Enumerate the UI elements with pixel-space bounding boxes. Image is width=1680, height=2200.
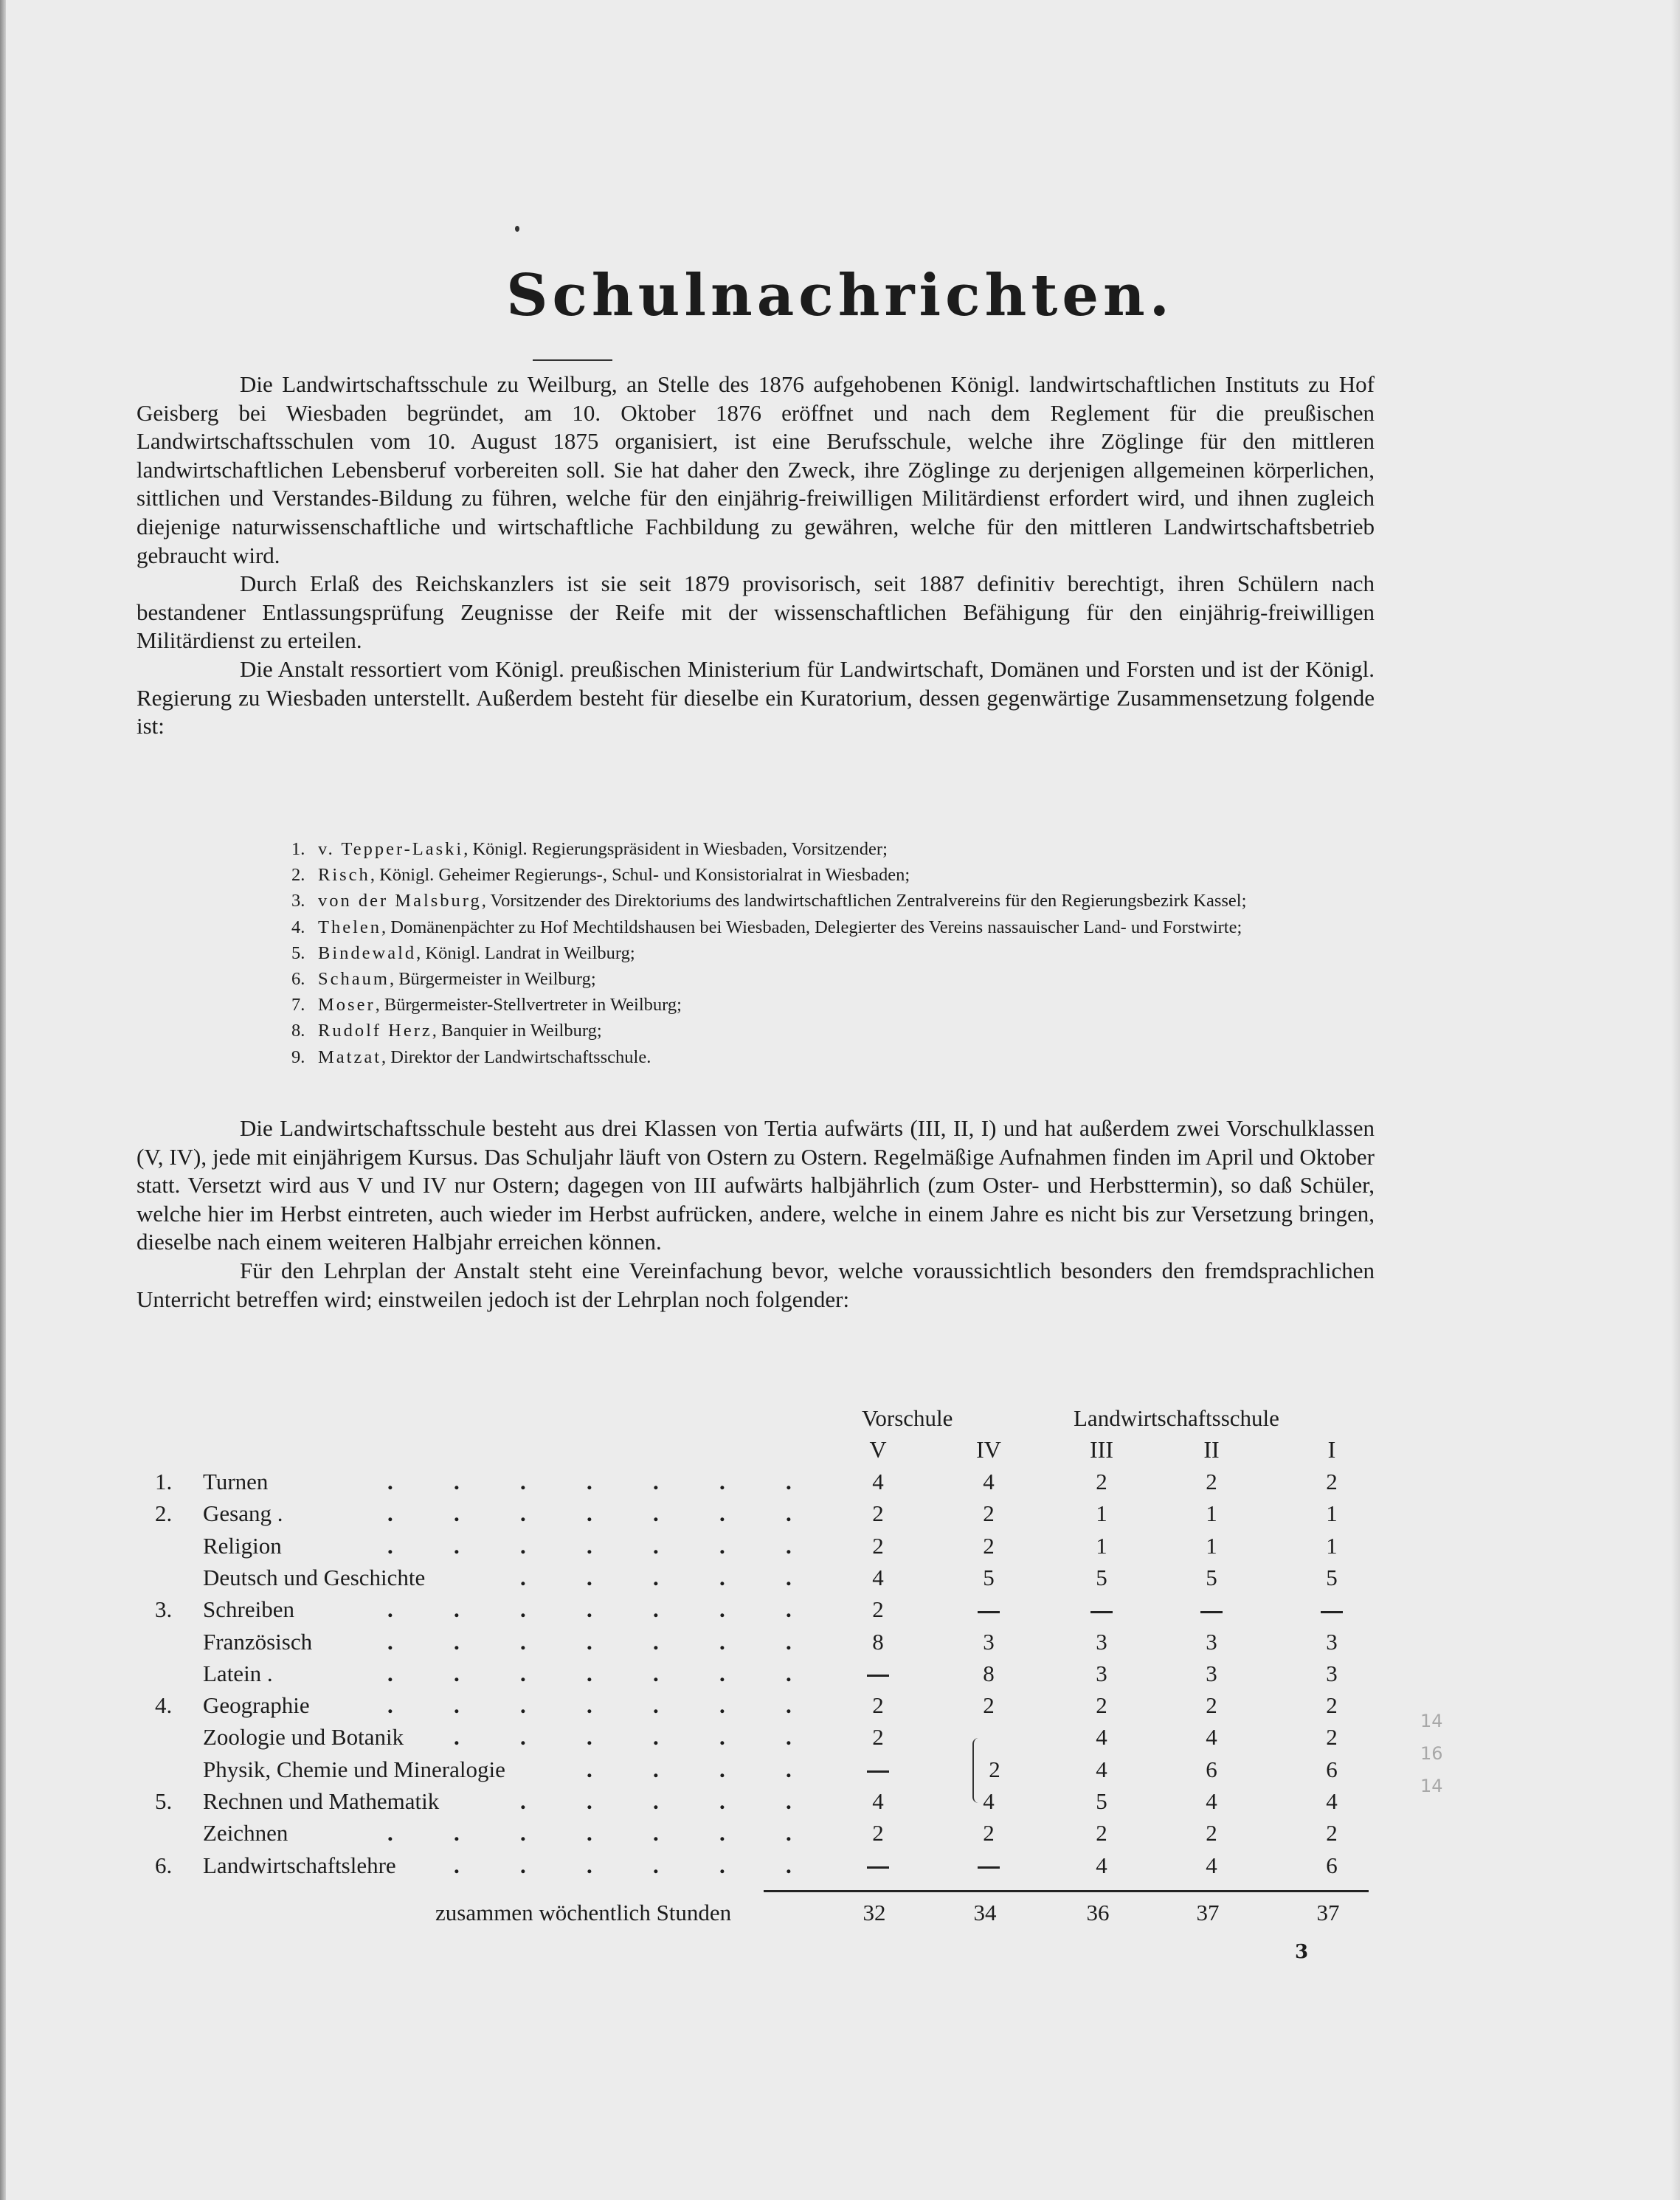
row-index: 6. xyxy=(155,1852,173,1878)
total-cell-i: 37 xyxy=(1316,1900,1340,1925)
hours-cell-ii: 4 xyxy=(1206,1852,1217,1878)
hours-cell-ii xyxy=(1189,1596,1234,1623)
hours-cell-v: 2 xyxy=(872,1500,884,1527)
hours-cell-v: 8 xyxy=(872,1628,884,1655)
title-rule xyxy=(533,359,612,361)
member-name: Matzat xyxy=(318,1046,382,1067)
hours-cell-iii: 2 xyxy=(1096,1820,1107,1846)
member-name: Schaum xyxy=(318,969,390,990)
hours-cell-v: 4 xyxy=(872,1564,884,1590)
page-title: Schulnachrichten. xyxy=(506,262,1174,329)
hours-cell-i: 5 xyxy=(1326,1564,1338,1590)
total-cell-v: 32 xyxy=(863,1900,886,1925)
hours-cell-i: 3 xyxy=(1326,1628,1338,1655)
subject-name: Turnen xyxy=(203,1469,269,1494)
dash-none xyxy=(1090,1611,1113,1613)
member-number: 8. xyxy=(291,1021,305,1041)
kuratorium-member xyxy=(291,862,1376,888)
column-header-ii: II xyxy=(1203,1436,1220,1463)
kuratorium-member xyxy=(291,966,1376,992)
total-rule xyxy=(764,1890,1369,1892)
table-row: 6. Landwirtschaftslehre . . . . . . 4 4 6 xyxy=(155,1852,1380,1884)
hours-cell-v: 2 xyxy=(872,1724,884,1751)
dash-none xyxy=(1321,1611,1343,1613)
hours-cell-ii: 1 xyxy=(1206,1500,1217,1527)
kuratorium-member xyxy=(291,940,1376,966)
column-header-v: V xyxy=(869,1436,887,1463)
kuratorium-member xyxy=(291,1018,1376,1044)
ink-speck xyxy=(515,226,519,232)
hours-cell-ii: 3 xyxy=(1206,1628,1217,1655)
member-role: , Bürgermeister in Weilburg; xyxy=(389,969,596,990)
member-role: , Domänenpächter zu Hof Mechtildshausen bei Wiesbaden, Delegierter des Vereins nassauischer Land- und Forstwirte; xyxy=(381,917,1242,937)
kuratorium-member xyxy=(291,1044,1376,1070)
subject-name: Landwirtschaftslehre xyxy=(203,1852,396,1878)
hours-cell-iii: 2 xyxy=(1096,1469,1107,1494)
hours-cell-ii: 4 xyxy=(1206,1724,1217,1751)
subject-name: Religion xyxy=(203,1532,282,1559)
hours-cell-ii: 2 xyxy=(1206,1692,1217,1719)
hours-cell-v: 2 xyxy=(872,1820,884,1846)
hours-cell-iii: 3 xyxy=(1096,1628,1107,1655)
paragraph-berechtigung: Durch Erlaß des Reichskanzlers ist sie seit 1879 provisorisch, seit 1887 definitiv berechtigt, ihren Schülern nach bestandener Entlassungsprüfung Zeugnisse der Reife mit der wissenschaftlichen Befähigung für den einjährig-freiwilligen Militärdienst zu erteilen. xyxy=(136,570,1375,654)
page-edge-shadow xyxy=(0,0,6,2200)
hours-cell-iv xyxy=(967,1596,1011,1623)
member-number: 9. xyxy=(291,1046,305,1067)
school-structure-section xyxy=(136,1114,1375,1314)
pencil-mark: 14 xyxy=(1420,1776,1443,1796)
hours-cell-iv: 8 xyxy=(983,1660,995,1686)
column-header-i: I xyxy=(1327,1436,1336,1463)
total-cell-ii: 37 xyxy=(1196,1900,1220,1925)
hours-cell-i: 1 xyxy=(1326,1500,1338,1527)
group-header-landwirtschaftsschule: Landwirtschaftsschule xyxy=(1074,1405,1279,1431)
row-index: 1. xyxy=(155,1469,173,1494)
hours-cell-i: 2 xyxy=(1326,1724,1338,1751)
hours-cell-iv xyxy=(967,1852,1011,1879)
braced-value-iv: 2 xyxy=(989,1756,1000,1782)
member-role: , Direktor der Landwirtschaftsschule. xyxy=(381,1046,651,1067)
subject-name: Latein . xyxy=(203,1660,273,1686)
page-edge-right xyxy=(1671,0,1680,2200)
paragraph-founding: Die Landwirtschaftsschule zu Weilburg, an Stelle des 1876 aufgehobenen Königl. landwirtschaftlichen Instituts zu Hof Geisberg bei Wiesbaden begründet, am 10. Oktober 1876 eröffnet und nach dem Reglement für die preußischen Landwirtschaftsschulen vom 10. August 1875 organisiert, ist eine Berufsschule, welche ihre Zöglinge für den mittleren landwirtschaftlichen Lebensberuf vorbereiten soll. Sie hat daher den Zweck, ihre Zöglinge zu derjenigen allgemeinen körperlichen, sittlichen und Verstandes-Bildung zu führen, welche für den einjährig-freiwilligen Militärdienst erfordert wird, und ihnen zugleich diejenige naturwissenschaftliche und wirtschaftliche Fachbildung zu gewähren, welche für den mittleren Landwirtschaftsbetrieb gebraucht wird. xyxy=(136,371,1375,568)
hours-cell-ii: 4 xyxy=(1206,1788,1217,1814)
hours-cell-ii: 2 xyxy=(1206,1820,1217,1846)
member-name: Risch xyxy=(318,865,370,886)
dash-none xyxy=(1200,1611,1223,1613)
member-role: , Vorsitzender des Direktoriums des landwirtschaftlichen Zentralvereins für den Regierungsbezirk Kassel; xyxy=(481,891,1247,911)
hours-cell-iv: 5 xyxy=(983,1564,995,1590)
dash-none xyxy=(867,1770,889,1773)
hours-cell-iii: 4 xyxy=(1096,1756,1107,1782)
column-header-iv: IV xyxy=(976,1436,1001,1463)
hours-cell-v xyxy=(856,1661,900,1687)
dash-none xyxy=(867,1866,889,1869)
member-role: , Königl. Geheimer Regierungs-, Schul- und Konsistorialrat in Wiesbaden; xyxy=(370,865,910,886)
dash-none xyxy=(867,1675,889,1677)
hours-cell-iii: 3 xyxy=(1096,1660,1107,1686)
pencil-mark: 14 xyxy=(1420,1711,1443,1731)
dash-none xyxy=(978,1866,1000,1869)
paragraph-lehrplan-intro: Für den Lehrplan der Anstalt steht eine Vereinfachung bevor, welche voraussichtlich besonders den fremdsprachlichen Unterricht betreffen wird; einstweilen jedoch ist der Lehrplan noch folgender: xyxy=(136,1257,1375,1312)
total-label: zusammen wöchentlich Stunden xyxy=(435,1900,732,1925)
dash-none xyxy=(978,1611,1000,1613)
row-index: 3. xyxy=(155,1596,173,1623)
member-name: Bindewald xyxy=(318,942,417,963)
table-row: 4. Geographie . . . . . . . 2 2 2 2 2 xyxy=(155,1692,1380,1724)
table-row: 5. Rechnen und Mathematik . . . . . 4 4 5 4 4 xyxy=(155,1788,1380,1820)
hours-cell-iii: 4 xyxy=(1096,1852,1107,1878)
table-row: Religion . . . . . . . 2 2 1 1 1 xyxy=(155,1533,1380,1565)
kuratorium-member xyxy=(291,888,1376,914)
hours-cell-iv: 4 xyxy=(983,1469,995,1494)
member-number: 1. xyxy=(291,839,305,859)
hours-cell-iii: 5 xyxy=(1096,1788,1107,1814)
member-name: Thelen xyxy=(318,917,382,937)
kuratorium-list xyxy=(291,836,1376,1070)
pencil-mark: 16 xyxy=(1420,1743,1443,1764)
kuratorium-member xyxy=(291,914,1376,940)
hours-cell-iii: 1 xyxy=(1096,1500,1107,1527)
member-name: von der Malsburg xyxy=(318,891,482,911)
pencil-annotation xyxy=(1420,1705,1443,1802)
hours-cell-ii: 2 xyxy=(1206,1469,1217,1494)
total-cell-iii: 36 xyxy=(1086,1900,1110,1925)
table-row: Zoologie und Botanik . . . . . . 2 4 4 2 xyxy=(155,1724,1380,1756)
subject-name: Französisch xyxy=(203,1628,313,1655)
member-role: , Königl. Landrat in Weilburg; xyxy=(416,942,635,963)
hours-cell-iii: 5 xyxy=(1096,1564,1107,1590)
member-name: v. Tepper-Laski xyxy=(318,839,464,859)
hours-cell-i: 3 xyxy=(1326,1660,1338,1686)
member-role: , Königl. Regierungspräsident in Wiesbaden, Vorsitzender; xyxy=(463,839,888,859)
hours-cell-v: 2 xyxy=(872,1596,884,1623)
subject-name: Rechnen und Mathematik xyxy=(203,1788,440,1814)
hours-cell-v: 2 xyxy=(872,1692,884,1719)
kuratorium-member xyxy=(291,992,1376,1018)
hours-cell-v: 4 xyxy=(872,1788,884,1814)
subject-name: Schreiben xyxy=(203,1596,294,1623)
hours-cell-iii: 1 xyxy=(1096,1532,1107,1559)
column-header-iii: III xyxy=(1090,1436,1113,1463)
member-number: 7. xyxy=(291,995,305,1015)
table-row: Deutsch und Geschichte . . . . . 4 5 5 5 5 xyxy=(155,1565,1380,1596)
paragraph-ressort: Die Anstalt ressortiert vom Königl. preußischen Ministerium für Landwirtschaft, Domänen und Forsten und ist der Königl. Regierung zu Wiesbaden unterstellt. Außerdem besteht für dieselbe ein Kuratorium, dessen gegenwärtige Zusammensetzung folgende ist: xyxy=(136,655,1375,739)
hours-cell-i: 2 xyxy=(1326,1469,1338,1494)
hours-cell-v xyxy=(856,1852,900,1879)
paragraph-klassen: Die Landwirtschaftsschule besteht aus drei Klassen von Tertia aufwärts (III, II, I) und hat außerdem zwei Vorschulklassen (V, IV), jede mit einjährigem Kursus. Das Schuljahr läuft von Ostern zu Ostern. Regelmäßige Aufnahmen finden im April und Oktober statt. Versetzt wird aus V und IV nur Ostern; dagegen von III aufwärts halbjährlich (zum Oster- und Herbsttermin), so daß Schüler, welche hier im Herbst eintreten, auch wieder im Herbst aufrücken, andere, welche in einem Jahre es nicht bis zur Versetzung bringen, dieselbe nach einem weiteren Halbjahr erreichen können. xyxy=(136,1115,1375,1255)
hours-cell-i xyxy=(1310,1596,1354,1623)
hours-cell-v: 4 xyxy=(872,1469,884,1494)
hours-cell-i: 6 xyxy=(1326,1852,1338,1878)
hours-cell-ii: 5 xyxy=(1206,1564,1217,1590)
member-name: Moser xyxy=(318,995,376,1015)
table-row: Französisch . . . . . . . 8 3 3 3 3 xyxy=(155,1629,1380,1661)
member-number: 4. xyxy=(291,917,305,937)
hours-cell-v xyxy=(856,1756,900,1783)
hours-cell-iii xyxy=(1079,1596,1124,1623)
subject-name: Geographie xyxy=(203,1692,310,1719)
row-index: 5. xyxy=(155,1788,173,1814)
subject-name: Zeichnen xyxy=(203,1820,288,1846)
hours-cell-ii: 6 xyxy=(1206,1756,1217,1782)
group-header-vorschule: Vorschule xyxy=(862,1405,953,1431)
row-index: 2. xyxy=(155,1500,173,1527)
hours-cell-iii: 4 xyxy=(1096,1724,1107,1751)
table-row: 2. Gesang . . . . . . . . 2 2 1 1 1 xyxy=(155,1500,1380,1532)
member-number: 3. xyxy=(291,891,305,911)
subject-name: Physik, Chemie und Mineralogie xyxy=(203,1756,505,1782)
intro-section xyxy=(136,370,1375,741)
hours-cell-iv: 2 xyxy=(983,1820,995,1846)
hours-cell-ii: 3 xyxy=(1206,1660,1217,1686)
table-row: 3. Schreiben . . . . . . . 2 xyxy=(155,1596,1380,1628)
hours-cell-i: 6 xyxy=(1326,1756,1338,1782)
hours-cell-i: 4 xyxy=(1326,1788,1338,1814)
hours-cell-ii: 1 xyxy=(1206,1532,1217,1559)
subject-name: Gesang . xyxy=(203,1500,283,1527)
page-number: 3 xyxy=(1295,1941,1309,1963)
table-row: Latein . . . . . . . . 8 3 3 3 xyxy=(155,1661,1380,1692)
total-cell-iv: 34 xyxy=(973,1900,997,1925)
member-role: , Banquier in Weilburg; xyxy=(432,1021,602,1041)
member-name: Rudolf Herz xyxy=(318,1021,432,1041)
hours-cell-iii: 2 xyxy=(1096,1692,1107,1719)
kuratorium-member xyxy=(291,836,1376,862)
row-index: 4. xyxy=(155,1692,173,1719)
hours-cell-iv: 4 xyxy=(983,1788,995,1814)
member-role: , Bürgermeister-Stellvertreter in Weilburg; xyxy=(375,995,682,1015)
member-number: 5. xyxy=(291,942,305,963)
subject-name: Zoologie und Botanik xyxy=(203,1724,404,1751)
table-row: 1. Turnen . . . . . . . 4 4 2 2 2 xyxy=(155,1469,1380,1500)
hours-cell-i: 2 xyxy=(1326,1820,1338,1846)
hours-cell-v: 2 xyxy=(872,1532,884,1559)
hours-cell-iv: 2 xyxy=(983,1500,995,1527)
hours-cell-iv: 2 xyxy=(983,1532,995,1559)
table-row: Zeichnen . . . . . . . 2 2 2 2 2 xyxy=(155,1820,1380,1852)
member-number: 2. xyxy=(291,865,305,886)
table-row: Physik, Chemie und Mineralogie . . . . 4 6 6 xyxy=(155,1756,1380,1788)
hours-cell-i: 1 xyxy=(1326,1532,1338,1559)
hours-cell-iv: 3 xyxy=(983,1628,995,1655)
subject-name: Deutsch und Geschichte xyxy=(203,1564,426,1590)
hours-cell-iv: 2 xyxy=(983,1692,995,1719)
member-number: 6. xyxy=(291,969,305,990)
hours-cell-i: 2 xyxy=(1326,1692,1338,1719)
